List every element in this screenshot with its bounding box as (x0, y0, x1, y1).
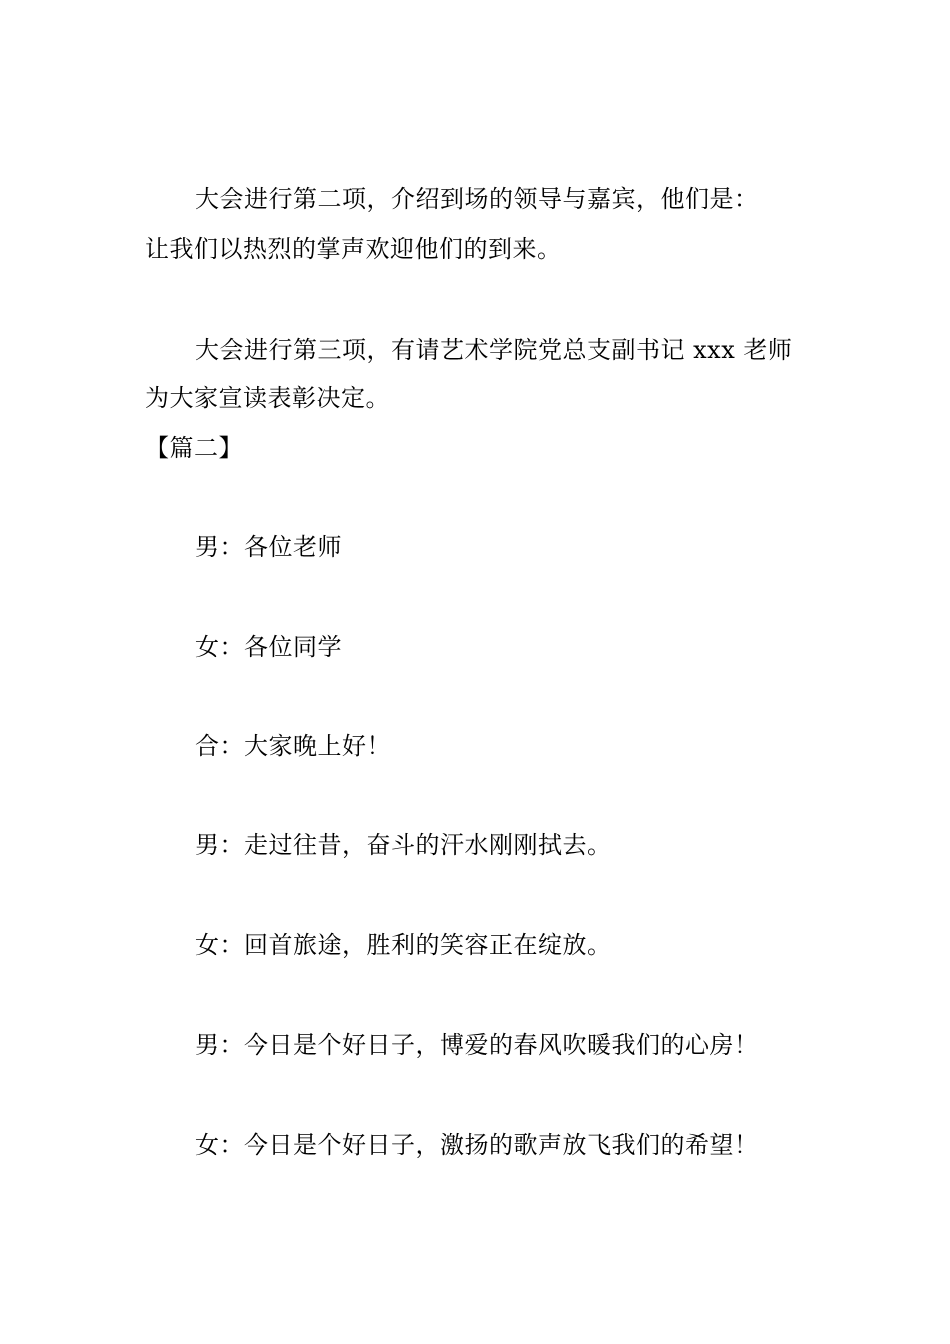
dialogue-line: 女：今日是个好日子，激扬的歌声放飞我们的希望！ (195, 1131, 759, 1159)
dialogue-line: 男：今日是个好日子，博爱的春风吹暖我们的心房！ (195, 1031, 759, 1059)
dialogue-line: 合：大家晚上好！ (195, 732, 391, 760)
dialogue-line: 男：各位老师 (195, 533, 342, 561)
paragraph-item2-line1: 大会进行第二项，介绍到场的领导与嘉宾，他们是： (195, 185, 759, 213)
dialogue-line: 女：回首旅途，胜利的笑容正在绽放。 (195, 931, 612, 959)
section-heading: 【篇二】 (145, 434, 243, 462)
dialogue-line: 男：走过往昔，奋斗的汗水刚刚拭去。 (195, 831, 612, 859)
paragraph-item3-line2: 为大家宣读表彰决定。 (145, 384, 390, 412)
dialogue-line: 女：各位同学 (195, 633, 342, 661)
paragraph-item2-line2: 让我们以热烈的掌声欢迎他们的到来。 (145, 235, 562, 263)
paragraph-item3-line1: 大会进行第三项，有请艺术学院党总支副书记 xxx 老师 (195, 336, 793, 364)
